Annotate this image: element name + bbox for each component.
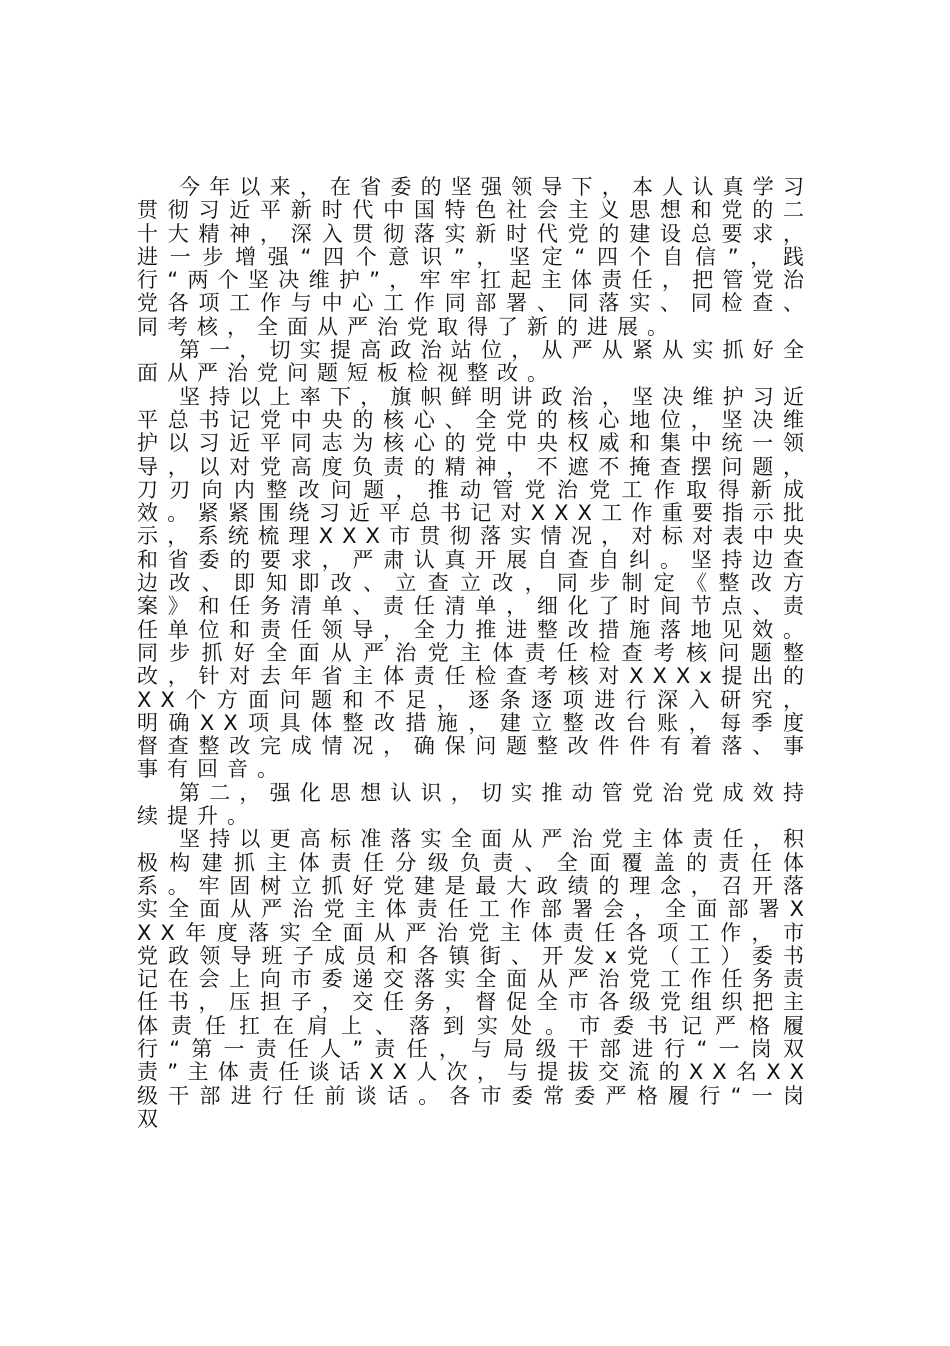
paragraph-intro: 今年以来，在省委的坚强领导下，本人认真学习贯彻习近平新时代中国特色社会主义思想和党的二十大精神，深入贯彻落实新时代党的建设总要求，进一步增强“四个意识”，坚定“四个自信”，践行“两个坚决维护”，牢牢扛起主体责任，把管党治党各项工作与中心工作同部署、同落实、同检查、同考核，全面从严治党取得了新的进展。 (137, 175, 813, 339)
section-heading-second: 第二，强化思想认识，切实推动管党治党成效持续提升。 (137, 780, 813, 829)
document-body (137, 176, 813, 1131)
section-heading-first: 第一，切实提高政治站位，从严从紧从实抓好全面从严治党问题短板检视整改。 (137, 338, 813, 386)
paragraph-first-section-body: 坚持以上率下，旗帜鲜明讲政治，坚决维护习近平总书记党中央的核心、全党的核心地位，坚决维护以习近平同志为核心的党中央权威和集中统一领导，以对党高度负责的精神，不遮不掩查摆问题，刀刃向内整改问题，推动管党治党工作取得新成效。紧紧围绕习近平总书记对XXX工作重要指示批示，系统梳理XXX市贯彻落实情况，对标对表中央和省委的要求，严肃认真开展自查自纠。坚持边查边改、即知即改、立查立改，同步制定《整改方案》和任务清单、责任清单，细化了时间节点、责任单位和责任领导，全力推进整改措施落地见效。同步抓好全面从严治党主体责任检查考核问题整改，针对去年省主体责任检查考核对XXXx提出的XX个方面问题和不足，逐条逐项进行深入研究，明确XX项具体整改措施，建立整改台账，每季度督查整改完成情况，确保问题整改件件有着落、事事有回音。 (137, 384, 813, 782)
paragraph-second-section-body: 坚持以更高标准落实全面从严治党主体责任，积极构建抓主体责任分级负责、全面覆盖的责任体系。牢固树立抓好党建是最大政绩的理念，召开落实全面从严治党主体责任工作部署会，全面部署XXX年度落实全面从严治党主体责任各项工作，市党政领导班子成员和各镇街、开发x党（工）委书记在会上向市委递交落实全面从严治党工作任务责任书，压担子，交任务，督促全市各级党组织把主体责任扛在肩上、落到实处。市委书记严格履行“第一责任人”责任，与局级干部进行“一岗双责”主体责任谈话XX人次，与提拔交流的XX名XX级干部进行任前谈话。各市委常委严格履行“一岗双 (137, 827, 813, 1131)
